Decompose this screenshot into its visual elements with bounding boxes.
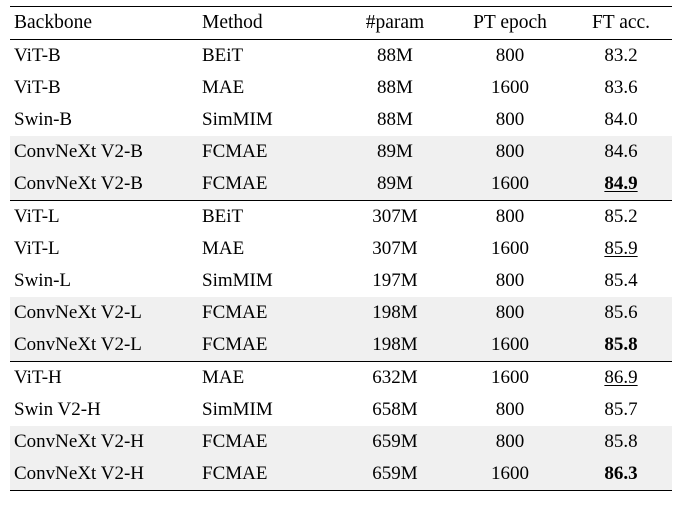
- cell-backbone: ViT-B: [14, 45, 61, 66]
- cell-param: 659M: [340, 426, 450, 458]
- cell-backbone: ConvNeXt V2-H: [10, 458, 198, 491]
- cell-ft-acc: 85.7: [604, 399, 638, 420]
- cell-backbone: ViT-B: [14, 77, 61, 98]
- cell-pt-epoch: 1600: [491, 367, 529, 388]
- cell-method: MAE: [202, 77, 245, 98]
- cell-backbone: ViT-L: [14, 206, 60, 227]
- table-header-row: [10, 7, 672, 40]
- cell-backbone: ConvNeXt V2-L: [10, 329, 198, 362]
- cell-ft-acc: 85.8: [570, 426, 672, 458]
- cell-param: 307M: [372, 206, 418, 227]
- table-row: [10, 233, 672, 265]
- cell-backbone: ViT-L: [14, 238, 60, 259]
- cell-backbone: Swin-L: [14, 270, 71, 291]
- cell-ft-acc: 85.9: [604, 238, 638, 259]
- cell-backbone: ConvNeXt V2-L: [10, 297, 198, 329]
- cell-pt-epoch: 800: [495, 270, 525, 291]
- cell-backbone: ConvNeXt V2-B: [10, 168, 198, 201]
- table-row: [10, 458, 672, 491]
- cell-pt-epoch: 800: [450, 297, 570, 329]
- cell-method: BEiT: [202, 206, 244, 227]
- table-row: [10, 168, 672, 201]
- cell-ft-acc: 84.6: [570, 136, 672, 168]
- column-header-backbone: Backbone: [10, 7, 198, 40]
- cell-pt-epoch: 800: [495, 45, 525, 66]
- cell-method: FCMAE: [198, 136, 340, 168]
- cell-method: SimMIM: [202, 399, 273, 420]
- table-header: [10, 7, 672, 40]
- cell-ft-acc: 83.2: [604, 45, 638, 66]
- cell-backbone: Swin-B: [14, 109, 73, 130]
- cell-ft-acc: 85.6: [570, 297, 672, 329]
- cell-pt-epoch: 1600: [450, 458, 570, 491]
- table-body: [10, 40, 672, 491]
- cell-method: BEiT: [202, 45, 244, 66]
- cell-backbone: Swin V2-H: [14, 399, 101, 420]
- cell-pt-epoch: 1600: [491, 238, 529, 259]
- table-row: [10, 40, 672, 73]
- cell-pt-epoch: 1600: [491, 77, 529, 98]
- cell-ft-acc: 85.4: [604, 270, 638, 291]
- cell-pt-epoch: 800: [495, 399, 525, 420]
- cell-method: FCMAE: [198, 297, 340, 329]
- table-row: [10, 362, 672, 395]
- table-row: [10, 297, 672, 329]
- table-row: [10, 329, 672, 362]
- cell-ft-acc: 83.6: [604, 77, 638, 98]
- cell-method: MAE: [202, 238, 245, 259]
- table-row: [10, 265, 672, 297]
- cell-ft-acc: 86.9: [604, 367, 638, 388]
- cell-param: 89M: [340, 136, 450, 168]
- cell-method: FCMAE: [198, 168, 340, 201]
- cell-param: 89M: [340, 168, 450, 201]
- cell-param: 307M: [372, 238, 418, 259]
- cell-method: FCMAE: [198, 458, 340, 491]
- cell-param: 88M: [377, 77, 413, 98]
- cell-backbone: ConvNeXt V2-B: [10, 136, 198, 168]
- column-header-param: #param: [340, 7, 450, 40]
- column-header-ft-acc: FT acc.: [570, 7, 672, 40]
- cell-pt-epoch: 800: [450, 136, 570, 168]
- table-row: [10, 104, 672, 136]
- cell-param: 197M: [372, 270, 418, 291]
- cell-ft-acc: 86.3: [570, 458, 672, 491]
- table-row: [10, 136, 672, 168]
- cell-backbone: ConvNeXt V2-H: [10, 426, 198, 458]
- cell-pt-epoch: 1600: [450, 168, 570, 201]
- cell-param: 198M: [340, 297, 450, 329]
- cell-param: 88M: [377, 109, 413, 130]
- cell-method: SimMIM: [202, 270, 273, 291]
- column-header-method: Method: [198, 7, 340, 40]
- cell-param: 659M: [340, 458, 450, 491]
- cell-param: 632M: [372, 367, 418, 388]
- cell-method: FCMAE: [198, 329, 340, 362]
- cell-method: FCMAE: [198, 426, 340, 458]
- table-row: [10, 426, 672, 458]
- results-table: [10, 6, 672, 491]
- cell-pt-epoch: 800: [495, 109, 525, 130]
- table-row: [10, 72, 672, 104]
- table-row: [10, 394, 672, 426]
- cell-method: MAE: [202, 367, 245, 388]
- cell-ft-acc: 85.2: [604, 206, 638, 227]
- cell-method: SimMIM: [202, 109, 273, 130]
- cell-ft-acc: 84.0: [604, 109, 638, 130]
- cell-ft-acc: 85.8: [570, 329, 672, 362]
- cell-param: 198M: [340, 329, 450, 362]
- cell-param: 658M: [372, 399, 418, 420]
- cell-param: 88M: [377, 45, 413, 66]
- cell-backbone: ViT-H: [14, 367, 62, 388]
- column-header-pt-epoch: PT epoch: [450, 7, 570, 40]
- cell-pt-epoch: 800: [495, 206, 525, 227]
- table-row: [10, 201, 672, 234]
- cell-pt-epoch: 1600: [450, 329, 570, 362]
- cell-pt-epoch: 800: [450, 426, 570, 458]
- cell-ft-acc: 84.9: [570, 168, 672, 201]
